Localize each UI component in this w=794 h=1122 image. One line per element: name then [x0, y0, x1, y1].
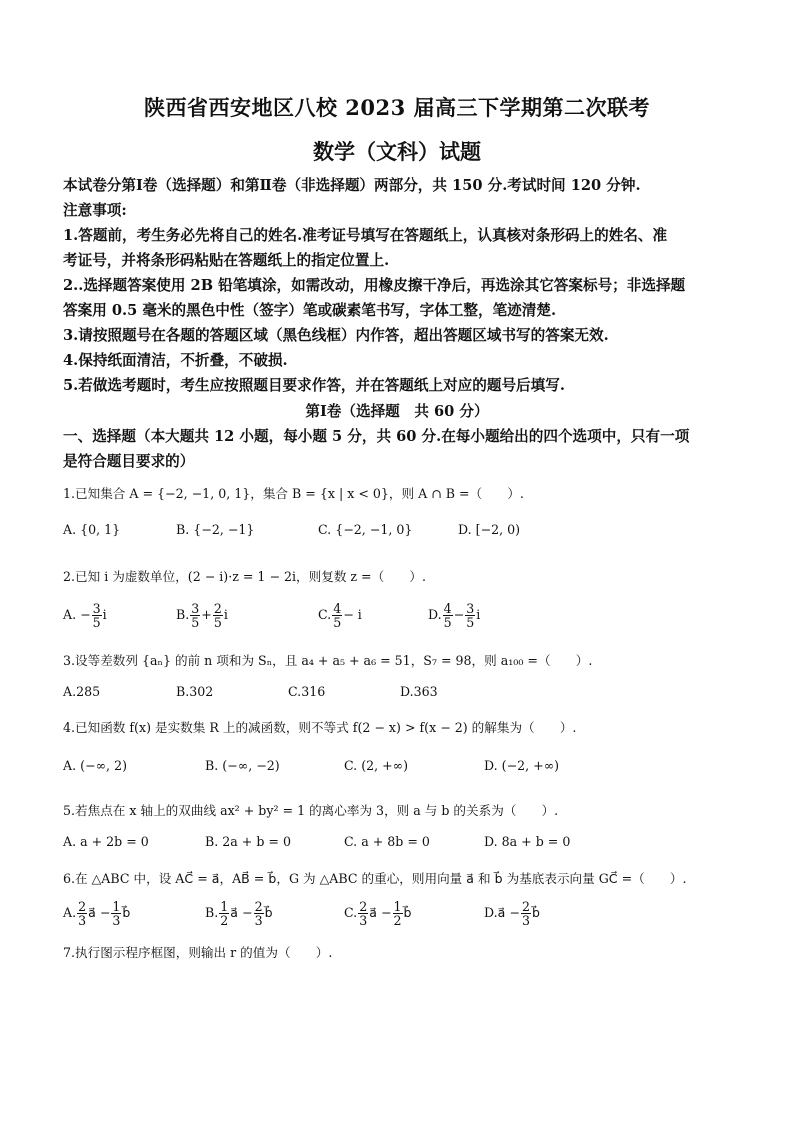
q2-c-suffix: − i: [343, 607, 362, 623]
q2-b-suffix: i: [223, 607, 228, 623]
q6-d-vector-1: a⃗ −: [497, 905, 520, 921]
question-5-stem: 5.若焦点在 x 轴上的双曲线 ax² + by² = 1 的离心率为 3，则 a 与 b 的关系为（ ）.: [63, 803, 559, 818]
q6-c-fraction-1: [358, 900, 368, 927]
numerator: 1: [393, 899, 402, 914]
denominator: 5: [466, 615, 475, 631]
q2-option-a: [63, 602, 107, 629]
q6-b-fraction-1: [219, 900, 229, 927]
q6-a-prefix: A.: [63, 905, 77, 921]
q6-c-prefix: C.: [344, 905, 358, 921]
numerator: 2: [359, 899, 368, 914]
q2-option-c: [318, 602, 362, 629]
q2-d-fraction-1: [443, 602, 453, 629]
q6-d-fraction: [521, 900, 531, 927]
denominator: 3: [112, 913, 121, 929]
notice-4: 4.保持纸面清洁，不折叠，不破损.: [63, 352, 288, 369]
q2-a-prefix: A. −: [63, 607, 91, 623]
denominator: 5: [191, 615, 200, 631]
q2-d-fraction-2: [465, 602, 475, 629]
exam-subtitle: 数学（文科）试题: [313, 139, 481, 164]
q2-b-fraction-1: [190, 602, 200, 629]
notice-2a: 2..选择题答案使用 2B 铅笔填涂，如需改动，用橡皮擦干净后，再选涂其它答案标号；非选择题: [63, 277, 686, 294]
question-4-stem: 4.已知函数 f(x) 是实数集 R 上的减函数，则不等式 f(2 − x) > f(x − 2) 的解集为（ ）.: [63, 720, 577, 735]
q6-option-a: [63, 900, 130, 927]
q3-option-a: A.285: [63, 684, 101, 699]
q6-option-b: [205, 900, 273, 927]
denominator: 5: [213, 615, 222, 631]
question-7-stem: 7.执行图示程序框图，则输出 r 的值为（ ）.: [63, 945, 333, 960]
notice-heading: 注意事项:: [63, 202, 127, 219]
numerator: 4: [443, 601, 452, 616]
q1-option-b: B. {−2, −1}: [176, 522, 255, 537]
numerator: 4: [333, 601, 342, 616]
q4-option-b: B. (−∞, −2): [205, 758, 280, 773]
q6-a-vector-2: b⃗: [122, 905, 131, 921]
notice-2b: 答案用 0.5 毫米的黑色中性（签字）笔或碳素笔书写，字体工整，笔迹清楚.: [63, 302, 557, 319]
numerator: 2: [78, 899, 87, 914]
q6-d-vector-2: b⃗: [531, 905, 540, 921]
q6-b-vector-1: a⃗ −: [230, 905, 253, 921]
q6-c-fraction-2: [393, 900, 403, 927]
numerator: 3: [191, 601, 200, 616]
question-1-stem: 1.已知集合 A = {−2, −1, 0, 1}，集合 B = {x | x < 0}，则 A ∩ B =（ ）.: [63, 486, 524, 501]
section-heading: 第Ⅰ卷（选择题 共 60 分）: [305, 403, 489, 420]
notice-1a: 1.答题前，考生务必先将自己的姓名.准考证号填写在答题纸上，认真核对条形码上的姓名、准: [63, 227, 668, 244]
q6-a-fraction-1: [77, 900, 87, 927]
q6-c-vector-1: a⃗ −: [369, 905, 392, 921]
numerator: 2: [213, 601, 222, 616]
q2-option-d: [428, 602, 480, 629]
denominator: 5: [333, 615, 342, 631]
q2-c-prefix: C.: [318, 607, 332, 623]
q5-option-c: C. a + 8b = 0: [344, 834, 430, 849]
question-6-stem: 6.在 △ABC 中，设 AC⃗ = a⃗，AB⃗ = b⃗，G 为 △ABC 的重心，则用向量 a⃗ 和 b⃗ 为基底表示向量 GC⃗ =（ ）.: [63, 871, 687, 886]
numerator: 3: [92, 601, 101, 616]
numerator: 3: [466, 601, 475, 616]
q5-option-b: B. 2a + b = 0: [205, 834, 291, 849]
numerator: 1: [112, 899, 121, 914]
denominator: 5: [92, 615, 101, 631]
q6-b-prefix: B.: [205, 905, 219, 921]
question-2-stem: 2.已知 i 为虚数单位，(2 − i)·z = 1 − 2i，则复数 z =（ ）.: [63, 569, 426, 584]
numerator: 2: [254, 899, 263, 914]
numerator: 2: [521, 899, 530, 914]
q6-c-vector-2: b⃗: [403, 905, 412, 921]
q6-d-prefix: D.: [484, 905, 498, 921]
q5-option-d: D. 8a + b = 0: [484, 834, 571, 849]
q6-option-d: [484, 900, 540, 927]
exam-title: 陕西省西安地区八校 2023 届高三下学期第二次联考: [143, 95, 651, 120]
section-intro-a: 一、选择题（本大题共 12 小题，每小题 5 分，共 60 分.在每小题给出的四个选项中，只有一项: [63, 428, 690, 445]
notice-1b: 考证号，并将条形码粘贴在答题纸上的指定位置上.: [63, 252, 390, 269]
q2-option-b: [176, 602, 228, 629]
denominator: 3: [254, 913, 263, 929]
numerator: 1: [220, 899, 229, 914]
denominator: 2: [220, 913, 229, 929]
q6-a-fraction-2: [111, 900, 121, 927]
q6-option-c: [344, 900, 412, 927]
q1-option-d: D. [−2, 0): [458, 522, 521, 537]
denominator: 3: [78, 913, 87, 929]
q2-b-fraction-2: [213, 602, 223, 629]
q3-option-d: D.363: [400, 684, 438, 699]
q2-d-suffix: i: [476, 607, 481, 623]
denominator: 3: [359, 913, 368, 929]
q4-option-d: D. (−2, +∞): [484, 758, 560, 773]
q1-option-a: A. {0, 1}: [63, 522, 121, 537]
denominator: 2: [393, 913, 402, 929]
q2-b-prefix: B.: [176, 607, 190, 623]
q3-option-c: C.316: [288, 684, 326, 699]
notice-5: 5.若做选考题时，考生应按照题目要求作答，并在答题纸上对应的题号后填写.: [63, 377, 565, 394]
q3-option-b: B.302: [176, 684, 214, 699]
section-intro-b: 是符合题目要求的）: [63, 453, 195, 470]
q6-a-vector-1: a⃗ −: [88, 905, 111, 921]
denominator: 5: [443, 615, 452, 631]
denominator: 3: [521, 913, 530, 929]
q2-a-suffix: i: [102, 607, 107, 623]
notice-3: 3.请按照题号在各题的答题区域（黑色线框）内作答，超出答题区域书写的答案无效.: [63, 327, 609, 344]
q2-c-fraction: [332, 602, 342, 629]
q1-option-c: C. {−2, −1, 0}: [318, 522, 413, 537]
q2-b-operator: +: [201, 607, 212, 623]
q6-b-fraction-2: [254, 900, 264, 927]
intro-line: 本试卷分第Ⅰ卷（选择题）和第Ⅱ卷（非选择题）两部分，共 150 分.考试时间 120 分钟.: [63, 177, 641, 194]
question-3-stem: 3.设等差数列 {aₙ} 的前 n 项和为 Sₙ，且 a₄ + a₅ + a₆ = 51，S₇ = 98，则 a₁₀₀ =（ ）.: [63, 653, 593, 668]
q6-b-vector-2: b⃗: [264, 905, 273, 921]
q2-d-operator: −: [453, 607, 465, 623]
q2-d-prefix: D.: [428, 607, 442, 623]
q5-option-a: A. a + 2b = 0: [63, 834, 149, 849]
q4-option-c: C. (2, +∞): [344, 758, 409, 773]
q2-a-fraction: [92, 602, 102, 629]
q4-option-a: A. (−∞, 2): [63, 758, 127, 773]
